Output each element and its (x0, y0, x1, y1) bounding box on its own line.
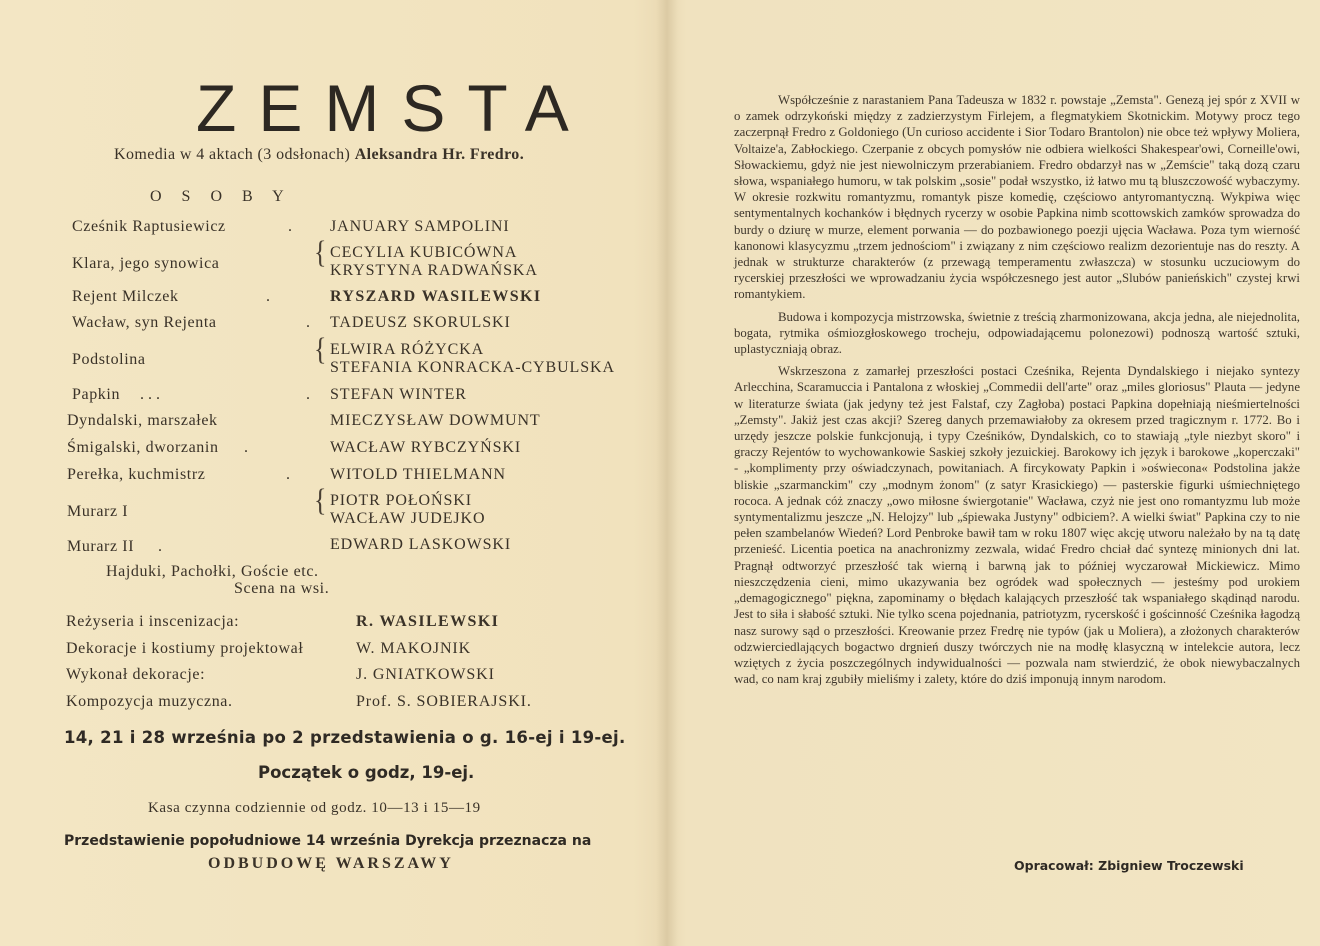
credit-label: Reżyseria i inscenizacja: (66, 613, 240, 630)
subtitle-author: Aleksandra Hr. Fredro. (354, 146, 525, 163)
cast-role: Perełka, kuchmistrz (67, 466, 206, 483)
leader-dot: . (244, 439, 248, 456)
brace-icon: { (314, 483, 327, 518)
credit-label: Kompozycja muzyczna. (66, 693, 233, 710)
cast-actor: STEFANIA KONRACKA-CYBULSKA (330, 359, 615, 376)
cast-actor: TADEUSZ SKORULSKI (330, 314, 511, 331)
cast-role: Murarz I (67, 503, 129, 520)
leader-dot: . (286, 466, 290, 483)
essay-paragraph: Budowa i kompozycja mistrzowska, świetnie z treścią zharmonizowana, akcja jedna, ale niejednolita, bogata, rytmika ośmiozgłoskowego trocheju, odpowiadającemu polonezowi) podnoszą wartość sztuki, uplastyczniają obraz. (734, 309, 1300, 357)
subtitle-prefix: Komedia w 4 aktach (3 odsłonach) (114, 146, 351, 163)
credit-name: J. GNIATKOWSKI (356, 666, 495, 683)
start-time: Początek o godz, 19-ej. (258, 763, 475, 782)
cast-role: Papkin (72, 386, 121, 403)
cast-role: Cześnik Raptusiewicz (72, 218, 226, 235)
cast-role: Rejent Milczek (72, 288, 179, 305)
page-fold (656, 0, 678, 946)
cast-heading: O S O B Y (150, 188, 292, 205)
cast-actor: CECYLIA KUBICÓWNA (330, 244, 518, 261)
cast-actor: WACŁAW JUDEJKO (330, 510, 486, 527)
cast-actor: ELWIRA RÓŻYCKA (330, 341, 485, 358)
brace-icon: { (314, 332, 327, 367)
credit-label: Dekoracje i kostiumy projektował (66, 640, 304, 657)
essay (734, 92, 1300, 687)
matinee-note: Przedstawienie popołudniowe 14 września Dyrekcja przeznacza na (64, 833, 592, 849)
brace-icon: { (314, 235, 327, 270)
cast-actor: RYSZARD WASILEWSKI (330, 288, 542, 305)
play-subtitle (114, 146, 524, 164)
cast-actor: JANUARY SAMPOLINI (330, 218, 510, 235)
leader-dot: . (306, 386, 310, 403)
credit-name: W. MAKOJNIK (356, 640, 472, 657)
performance-dates: 14, 21 i 28 września po 2 przedstawienia o g. 16-ej i 19-ej. (64, 728, 626, 747)
leader-dot: . (306, 314, 310, 331)
leader-dot: . (266, 288, 270, 305)
cast-role: Podstolina (72, 351, 146, 368)
play-title: ZEMSTA (196, 71, 591, 145)
cast-actor: STEFAN WINTER (330, 386, 467, 403)
cast-role: Śmigalski, dworzanin (67, 439, 219, 456)
leader-dot: . (158, 538, 162, 555)
cast-actor: PIOTR POŁOŃSKI (330, 492, 472, 509)
extras-line: Hajduki, Pachołki, Goście etc. (106, 563, 319, 580)
leader-dot: . (288, 218, 292, 235)
author-credit: Opracował: Zbigniew Troczewski (1014, 858, 1244, 873)
credit-label: Wykonał dekoracje: (66, 666, 206, 683)
cast-actor: EDWARD LASKOWSKI (330, 536, 512, 553)
cast-role: Murarz II (67, 538, 135, 555)
credit-name: Prof. S. SOBIERAJSKI. (356, 693, 532, 710)
rebuild-warsaw: ODBUDOWĘ WARSZAWY (208, 855, 454, 872)
credit-name: R. WASILEWSKI (356, 613, 500, 630)
cast-role: Klara, jego synowica (72, 255, 220, 272)
leader-dot: . . . (140, 386, 160, 403)
cast-actor: WACŁAW RYBCZYŃSKI (330, 439, 522, 456)
cast-role: Wacław, syn Rejenta (72, 314, 217, 331)
cast-role: Dyndalski, marszałek (67, 412, 218, 429)
scene-line: Scena na wsi. (234, 580, 330, 597)
essay-paragraph: Współcześnie z narastaniem Pana Tadeusza w 1832 r. powstaje „Zemsta". Genezą jej spór z XVII w o zamek odrzykoński między z zadzierzystym Firlejem, a flegmatykiem Skotnickim. Motywy procz tego zaczerpnął Fredro z Goldoniego (Un curioso accidente i Sior Todaro Brantolon) nie obce też wpływy Moliera, Voltaize'a, Zabłockiego. Czerpanie z obcych pomysłów nie odbiera wielkości Shakespear'owi, Corneille'owi, Słowackiemu, gdyż nie jest niewolniczym przerabianiem. Fredro obdarzył nas w „Zemście" taką dozą czaru słowa, wspaniałego humoru, w tak polskim „sosie" podał wszystko, iż łatwo mu tą bluszczowość wybaczymy. W okresie rozkwitu romantyzmu, romantyk pisze komedię, częściowo antyromantyczną. Wykpiwa więc sentymentalnych kochanków i błędnych rycerzy w osobie Papkina nimb scottowskich zamków sprowadza do burdy o dziurę w murze, element porwania — do pozbawionego poezji ujęcia Wacława. Poza tym wierność kanonowi klasycyzmu „trzem jednościom" i związany z nim częściowo realizm dezorientuje nas do reszty. A jednak w strukturze charakterów (z przewagą temperamentu zwłaszcza) w stosunku uczuciowym do rycerskiej przeszłości we wprowadzaniu życia współczesnego jest autor „Slubów panieńskich" czystej krwi romantykiem. (734, 93, 1300, 302)
box-office: Kasa czynna codziennie od godz. 10—13 i 15—19 (148, 800, 481, 816)
cast-actor: KRYSTYNA RADWAŃSKA (330, 262, 538, 279)
cast-actor: MIECZYSŁAW DOWMUNT (330, 412, 541, 429)
essay-paragraph: Wskrzeszona z zamarłej przeszłości postaci Cześnika, Rejenta Dyndalskiego i niejako syntezy Arlecchina, Scaramuccia i Pantalona z włoskiej „Commedii dell'arte" oraz „miles gloriosus" Plauta — jedyne w literaturze świata (jak jedyny też jest Falstaf, czy Zagłoba) postaci Papkina dopełniają nieśmiertelności „Zemsty". Jakiż jest czas akcji? Szereg danych przemawiałoby za okresem przed tragicznym r. 1772. Bo i urzędy jeszcze polskie funkcjonują, i typy Cześników, Dyndalskich, co to stawiają „tyle niezbyt skoro" i graczy Rejentów to wychowankowie Saskiej szkoły jezuickiej. Barokowy ich język i barokowe „koperczaki" - „komplimenty przy oświadczynach, powitaniach. A fircykowaty Papkin i »oświecona« Podstolina jakże bliskie „szarmanckim" czy „modnym żonom" (z satyr Krasickiego) — pasterskie figurki uśmiechniętego rococa. A jednak cóż znaczy „owo miłosne świergotanie" Wacława, czyż nie jest ono romantyzmu lub może syntymentalizmu jeszcze „N. Helojzy" lub „śpiewaka Justyny" odbiciem?. A wielki świat" Papkina czy to nie pełen szambelanów Wiedeń? Lord Penbroke bawił tam w roku 1807 więc akcję utworu należało by na tą datę przenieść. Licentia poetica na anachronizmy zezwala, widać Fredro chciał dać syntezę minionych dni lat. Pragnął odtworzyć przeszłość tak wierną i barwną jak to później wyczarował Mickiewicz. Mimo nieszczędzenia cieni, mimo ukazywania bez ogródek wad społecznych — jesteśmy pod urokiem „demagogicznego" piękna, zapominamy o błędach kalających przeszłość tak wspaniałego skądinąd narodu. Jest to siła i słabość sztuki. Nie tylko scena pojednania, patriotyzm, rycerskość i gościnność Cześnika łagodzą nasz surowy sąd o przeszłości. Kreowanie przez Fredrę nie typów (jak u Moliera), a złożonych charakterów odzwierciedlających bogactwo drgnień duszy twórczych nie na modłę klasyczną w intelekcie autora, lecz wziętych z życia poszczególnych indywidualności — pozwala nam stwierdzić, że obok niewybaczalnych wad, co nam kraj zgubiły mieliśmy i zalety, które do dziś imponują innym narodom. (734, 364, 1300, 687)
cast-actor: WITOLD THIELMANN (330, 466, 507, 483)
